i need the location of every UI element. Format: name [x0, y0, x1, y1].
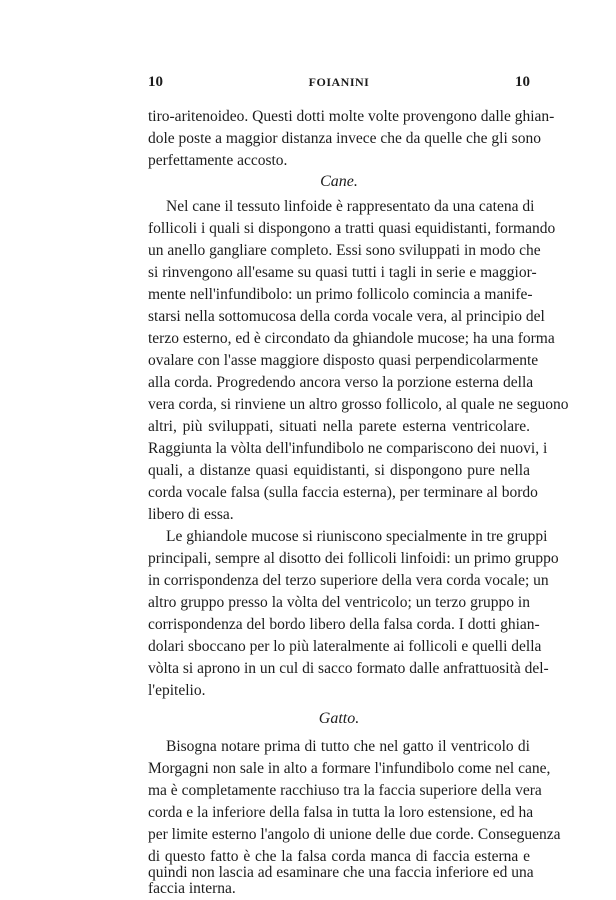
- text-line: Raggiunta la vòlta dell'infundibolo ne compariscono dei nuovi, i: [148, 440, 548, 457]
- text-line: ovalare con l'asse maggiore disposto quasi perpendicolarmente: [148, 352, 539, 369]
- text-line: vera corda, si rinviene un altro grosso follicolo, al quale ne seguono: [148, 396, 569, 413]
- page-number-left: 10: [148, 74, 163, 90]
- running-header: [148, 74, 530, 94]
- text-line: ma è completamente racchiuso tra la faccia superiore della vera: [148, 782, 542, 799]
- text-line: si rinvengono all'esame su quasi tutti i tagli in serie e maggior-: [148, 264, 537, 281]
- text-line: corda e la inferiore della falsa in tutta la loro estensione, ed ha: [148, 804, 534, 821]
- text-line: corda vocale falsa (sulla faccia esterna), per terminare al bordo: [148, 484, 538, 501]
- text-line: quindi non lascia ad esaminare che una faccia inferiore ed una: [148, 864, 534, 881]
- text-line: starsi nella sottomucosa della corda vocale vera, al principio del: [148, 308, 545, 325]
- text-line: Bisogna notare prima di tutto che nel gatto il ventricolo di: [166, 738, 530, 755]
- text-line: libero di essa.: [148, 506, 234, 523]
- text-line: per limite esterno l'angolo di unione delle due corde. Conseguenza: [148, 826, 561, 843]
- text-line: un anello gangliare completo. Essi sono sviluppati in modo che: [148, 242, 541, 259]
- text-line: principali, sempre al disotto dei follicoli linfoidi: un primo gruppo: [148, 550, 559, 567]
- text-line: dole poste a maggior distanza invece che da quelle che gli sono: [148, 130, 541, 147]
- section-title-cane: Cane.: [320, 173, 358, 190]
- text-line: l'epitelio.: [148, 682, 206, 699]
- text-line: Nel cane il tessuto linfoide è rappresentato da una catena di: [166, 198, 535, 215]
- text-line: tiro-aritenoideo. Questi dotti molte volte provengono dalle ghian-: [148, 108, 555, 125]
- text-line: terzo esterno, ed è circondato da ghiandole mucose; ha una forma: [148, 330, 555, 347]
- running-title: FOIANINI: [308, 75, 370, 89]
- text-line: alla corda. Progredendo ancora verso la porzione esterna della: [148, 374, 534, 391]
- text-line: faccia interna.: [148, 880, 236, 897]
- text-line: altro gruppo presso la vòlta del ventricolo; un terzo gruppo in: [148, 594, 530, 611]
- text-line: di questo fatto è che la falsa corda manca di faccia esterna e: [148, 848, 530, 865]
- text-line: follicoli i quali si dispongono a tratti quasi equidistanti, formando: [148, 220, 556, 237]
- text-line: in corrispondenza del terzo superiore della vera corda vocale; un: [148, 572, 549, 589]
- text-line: altri, più sviluppati, situati nella parete esterna ventricolare.: [148, 418, 530, 435]
- text-line: Morgagni non sale in alto a formare l'infundibolo come nel cane,: [148, 760, 551, 777]
- section-title-gatto: Gatto.: [318, 710, 360, 727]
- text-line: perfettamente accosto.: [148, 152, 288, 169]
- text-line: corrispondenza del bordo libero della falsa corda. I dotti ghian-: [148, 616, 540, 633]
- text-line: vòlta si aprono in un cul di sacco formato dalle anfrattuosità del-: [148, 660, 549, 677]
- text-line: quali, a distanze quasi equidistanti, si dispongono pure nella: [148, 462, 530, 479]
- page-number-right: 10: [515, 74, 530, 90]
- text-line: Le ghiandole mucose si riuniscono specialmente in tre gruppi: [166, 528, 548, 545]
- text-line: mente nell'infundibolo: un primo follicolo comincia a manife-: [148, 286, 533, 303]
- text-line: dolari sboccano per lo più lateralmente ai follicoli e quelli della: [148, 638, 542, 655]
